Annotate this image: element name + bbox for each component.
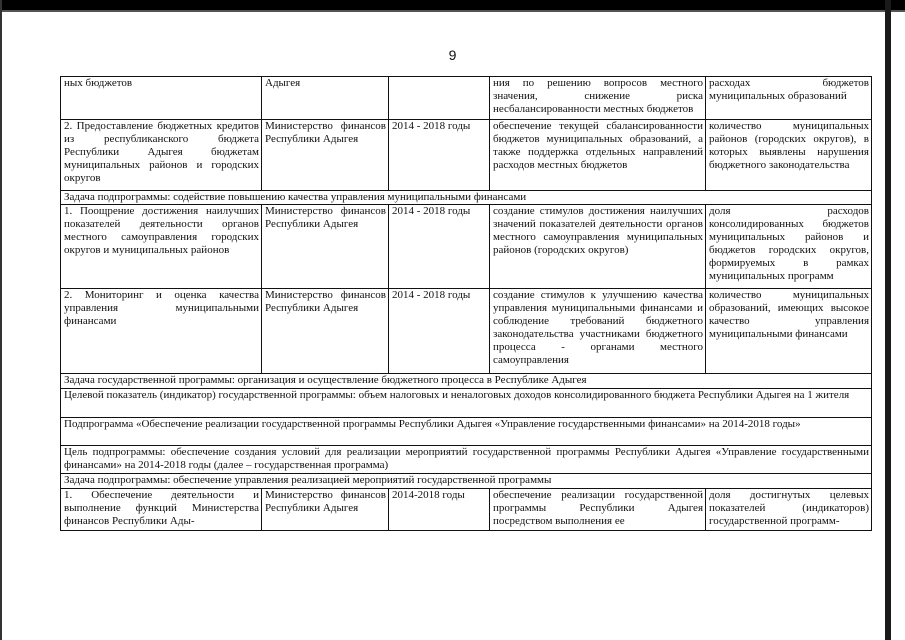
cell-executor: Министерство финансов Республики Адыгея: [262, 489, 389, 531]
cell-activity: 1. Обеспечение деятельности и выполнение функций Министерства финансов Республики Ады-: [61, 489, 262, 531]
cell-indicator: доля расходов консолидированных бюджетов муниципальных районов и бюджетов городских округов, формируемых в рамках муниципальных программ: [706, 205, 872, 289]
subprogram-title: Подпрограмма «Обеспечение реализации государственной программы Республики Адыгея «Управление государственными финансами» на 2014-2018 годы»: [61, 418, 872, 446]
table-row: [61, 389, 872, 418]
cell-activity: ных бюджетов: [61, 77, 262, 120]
table-row: [61, 446, 872, 474]
cell-result: ния по решению вопросов местного значения, снижение риска несбалансированности местных бюджетов: [490, 77, 706, 120]
cell-executor: Адыгея: [262, 77, 389, 120]
cell-period: 2014 - 2018 годы: [389, 289, 490, 374]
page-number: 9: [448, 47, 457, 63]
cell-executor: Министерство финансов Республики Адыгея: [262, 289, 389, 374]
subprogram-task: Задача подпрограммы: содействие повышению качества управления муниципальными финансами: [61, 191, 872, 205]
scan-top-border-shadow: [0, 10, 905, 12]
table-row: [61, 418, 872, 446]
cell-indicator: количество муниципальных образований, имеющих высокое качество управления муниципальными финансами: [706, 289, 872, 374]
cell-result: создание стимулов к улучшению качества управления муниципальными финансами и соблюдение требований бюджетного законодательства участниками бюджетного процесса - органами местного самоуправления: [490, 289, 706, 374]
cell-executor: Министерство финансов Республики Адыгея: [262, 205, 389, 289]
subprogram-task: Задача подпрограммы: обеспечение управления реализацией мероприятий государственной программы: [61, 474, 872, 489]
cell-result: обеспечение текущей сбалансированности бюджетов муниципальных образований, а также поддержка отдельных направлений расходов местных бюджетов: [490, 120, 706, 191]
program-table: [60, 76, 872, 531]
cell-result: обеспечение реализации государственной программы Республики Адыгея посредством выполнения ее: [490, 489, 706, 531]
table-row: [61, 289, 872, 374]
scan-left-border: [0, 0, 2, 640]
table-row: [61, 191, 872, 205]
cell-activity: 1. Поощрение достижения наилучших показателей деятельности органов местного самоуправления городских округов и муниципальных районов: [61, 205, 262, 289]
cell-period: 2014 - 2018 годы: [389, 120, 490, 191]
table-row: [61, 474, 872, 489]
table-row: [61, 120, 872, 191]
scan-right-border: [885, 0, 891, 640]
scan-top-border: [0, 0, 905, 10]
cell-indicator: доля достигнутых целевых показателей (индикаторов) государственной программ-: [706, 489, 872, 531]
cell-period: 2014 - 2018 годы: [389, 205, 490, 289]
table-row: [61, 205, 872, 289]
cell-period: [389, 77, 490, 120]
cell-indicator: количество муниципальных районов (городских округов), в которых выявлены нарушения бюджетного законодательства: [706, 120, 872, 191]
cell-period: 2014-2018 годы: [389, 489, 490, 531]
target-indicator: Целевой показатель (индикатор) государственной программы: объем налоговых и неналоговых доходов консолидированного бюджета Республики Адыгея на 1 жителя: [61, 389, 872, 418]
cell-indicator: расходах бюджетов муниципальных образований: [706, 77, 872, 120]
cell-executor: Министерство финансов Республики Адыгея: [262, 120, 389, 191]
table-row: [61, 374, 872, 389]
program-task: Задача государственной программы: организация и осуществление бюджетного процесса в Республике Адыгея: [61, 374, 872, 389]
cell-activity: 2. Предоставление бюджетных кредитов из республиканского бюджета Республики Адыгея бюджетам муниципальных районов и городских округов: [61, 120, 262, 191]
subprogram-goal: Цель подпрограммы: обеспечение создания условий для реализации мероприятий государственной программы Республики Адыгея «Управление государственными финансами» на 2014-2018 годы (далее – государственная программа): [61, 446, 872, 474]
cell-result: создание стимулов достижения наилучших значений показателей деятельности органов местного самоуправления муниципальных районов (городских округов): [490, 205, 706, 289]
cell-activity: 2. Мониторинг и оценка качества управления муниципальными финансами: [61, 289, 262, 374]
table-row: [61, 77, 872, 120]
table-row: [61, 489, 872, 531]
